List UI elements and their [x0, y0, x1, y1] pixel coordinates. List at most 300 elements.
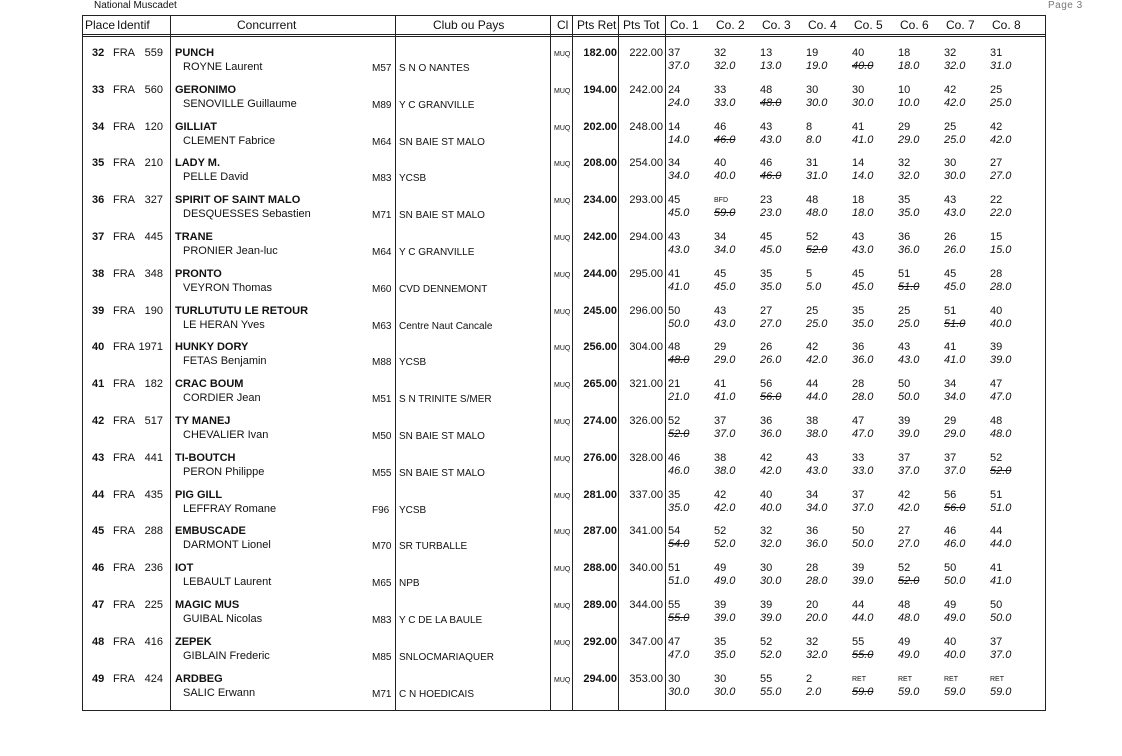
course-place: 31 [990, 47, 1003, 59]
course-place: 32 [898, 157, 911, 170]
course-place: 14 [668, 120, 681, 133]
course-place: 29 [898, 120, 911, 133]
course-score [898, 305, 942, 331]
category-code: M64 [372, 136, 392, 148]
club-name: CVD DENNEMONT [399, 283, 488, 295]
course-score [990, 84, 1034, 110]
course-place: 33 [852, 451, 865, 464]
course-score [852, 562, 896, 588]
club-name: Centre Naut Cancale [399, 320, 493, 332]
course-points-discarded: 40.0 [852, 60, 874, 72]
course-place: 35 [898, 194, 911, 207]
course-points: 48.0 [898, 612, 920, 624]
course-score [714, 121, 758, 147]
course-place: 46 [944, 525, 957, 538]
skipper-name: SALIC Erwann [183, 686, 256, 699]
course-points: 20.0 [806, 612, 828, 624]
course-points: 33.0 [714, 96, 736, 109]
course-points: 14.0 [852, 170, 874, 183]
course-score [714, 378, 758, 404]
course-place: 52 [668, 415, 681, 427]
course-score [852, 525, 896, 551]
course-place: 35 [760, 267, 773, 280]
course-points: 5.0 [806, 280, 822, 293]
course-place: 30 [668, 672, 681, 685]
course-place: 32 [944, 47, 957, 59]
course-score [898, 121, 942, 147]
course-points: 26.0 [944, 244, 966, 256]
course-place: RET [990, 675, 1004, 683]
place-value: 43 [92, 451, 105, 464]
course-score [668, 525, 712, 551]
place-value: 32 [92, 47, 105, 59]
course-score [806, 636, 850, 662]
boat-name: TRANE [175, 231, 213, 243]
course-score [898, 415, 942, 441]
course-place: 5 [806, 267, 813, 280]
course-score [714, 268, 758, 294]
course-place: 38 [806, 415, 819, 427]
course-score [760, 636, 804, 662]
table-row [83, 82, 1047, 119]
course-place: 52 [806, 231, 819, 243]
category-code: M71 [372, 210, 392, 222]
course-place: 35 [714, 635, 727, 648]
points-total: 321.00 [629, 378, 663, 391]
skipper-name: FETAS Benjamin [183, 355, 267, 368]
table-row [83, 597, 1047, 634]
course-points: 38.0 [714, 464, 736, 477]
course-place: 38 [714, 451, 727, 464]
course-points-discarded: 46.0 [760, 170, 782, 183]
course-place: 44 [990, 525, 1003, 538]
points-retained: 256.00 [583, 341, 617, 354]
table-row [83, 192, 1047, 229]
course-place: 51 [944, 304, 957, 317]
boat-name: EMBUSCADE [175, 525, 246, 538]
points-total: 341.00 [629, 525, 663, 538]
course-points: 25.0 [990, 96, 1012, 109]
course-score [990, 268, 1034, 294]
class-code: MUQ [554, 87, 571, 95]
course-points: 42.0 [944, 96, 966, 109]
course-place: 46 [760, 157, 773, 170]
course-place: 39 [714, 599, 727, 611]
course-points: 2.0 [806, 685, 822, 698]
course-score [806, 47, 850, 73]
nation-code: FRA [113, 488, 135, 501]
course-score [990, 378, 1034, 404]
course-place: BFD [714, 197, 728, 205]
course-score [990, 673, 1034, 699]
course-place: 30 [760, 562, 773, 575]
course-place: 37 [852, 488, 865, 501]
page-number: Page 3 [1048, 0, 1083, 11]
results-table [82, 15, 1046, 711]
course-points: 22.0 [990, 207, 1012, 220]
course-score [944, 415, 988, 441]
category-code: M65 [372, 578, 392, 590]
course-place: 45 [760, 231, 773, 243]
course-score [898, 231, 942, 257]
course-place: 25 [898, 304, 911, 317]
course-score [668, 157, 712, 183]
course-points: 48.0 [806, 207, 828, 220]
course-score [898, 378, 942, 404]
course-score [760, 194, 804, 220]
course-place: 37 [944, 451, 957, 464]
course-points: 40.0 [714, 170, 736, 183]
course-place: 41 [668, 267, 681, 280]
course-place: 43 [714, 304, 727, 317]
nation-code: FRA [113, 672, 135, 685]
col-course-3: Co. 3 [762, 18, 791, 32]
course-points: 42.0 [898, 501, 920, 514]
course-points: 40.0 [760, 501, 782, 514]
course-score [852, 636, 896, 662]
course-place: 40 [944, 635, 957, 648]
skipper-name: CLEMENT Fabrice [183, 134, 276, 147]
points-total: 337.00 [629, 488, 663, 501]
place-value: 39 [92, 304, 105, 317]
points-total: 295.00 [629, 267, 663, 280]
category-code: M89 [372, 99, 392, 111]
course-score [760, 121, 804, 147]
course-place: 52 [714, 525, 727, 538]
course-place: 32 [760, 525, 773, 538]
course-place: 51 [898, 267, 911, 280]
course-score [852, 341, 896, 367]
course-place: 55 [852, 635, 865, 648]
skipper-name: PERON Philippe [183, 465, 265, 478]
nation-code: FRA [113, 120, 135, 133]
course-place: 50 [898, 378, 911, 391]
course-place: 41 [990, 562, 1003, 575]
points-total: 326.00 [629, 415, 663, 427]
course-points: 32.0 [944, 60, 966, 72]
course-score [898, 636, 942, 662]
course-place: 36 [898, 231, 911, 243]
course-score [714, 525, 758, 551]
club-name: S N TRINITE S/MER [399, 394, 492, 406]
course-points: 47.0 [668, 648, 690, 661]
course-place: 45 [668, 194, 681, 207]
course-score [898, 47, 942, 73]
course-points: 34.0 [806, 501, 828, 514]
col-identif: Identif [117, 18, 150, 32]
course-score [852, 84, 896, 110]
course-score [714, 47, 758, 73]
class-code: MUQ [554, 198, 571, 206]
course-place: 37 [668, 47, 681, 59]
course-place: 41 [852, 120, 865, 133]
course-points: 27.0 [898, 538, 920, 551]
skipper-name: PELLE David [183, 171, 249, 184]
skipper-name: PRONIER Jean-luc [183, 245, 278, 257]
course-score [760, 268, 804, 294]
course-points: 14.0 [668, 133, 690, 146]
course-points: 32.0 [760, 538, 782, 551]
boat-name: PIG GILL [175, 488, 223, 501]
course-points: 34.0 [714, 244, 736, 256]
course-points: 28.0 [990, 280, 1012, 293]
table-row [83, 671, 1047, 708]
course-place: 34 [944, 378, 957, 391]
col-club: Club ou Pays [433, 18, 505, 32]
category-code: M83 [372, 173, 392, 185]
course-score [806, 673, 850, 699]
course-score [898, 268, 942, 294]
course-score [760, 157, 804, 183]
course-points: 46.0 [944, 538, 966, 551]
course-score [760, 599, 804, 625]
course-place: 28 [990, 267, 1003, 280]
course-place: 43 [898, 341, 911, 354]
course-score [714, 157, 758, 183]
course-place: 24 [668, 83, 681, 96]
points-total: 294.00 [629, 231, 663, 243]
nation-code: FRA [113, 562, 135, 575]
course-points: 21.0 [668, 391, 690, 404]
course-score [898, 452, 942, 478]
course-score [714, 599, 758, 625]
course-place: 42 [898, 488, 911, 501]
course-place: 42 [714, 488, 727, 501]
sail-number: 327 [144, 194, 163, 207]
table-row [83, 560, 1047, 597]
course-score [714, 305, 758, 331]
course-score [668, 194, 712, 220]
course-place: 35 [852, 304, 865, 317]
course-score [668, 231, 712, 257]
course-points: 35.0 [668, 501, 690, 514]
course-points: 32.0 [806, 648, 828, 661]
course-points: 47.0 [990, 391, 1012, 404]
course-points: 41.0 [990, 575, 1012, 588]
course-place: 29 [714, 341, 727, 354]
course-score [806, 525, 850, 551]
course-points: 43.0 [668, 244, 690, 256]
skipper-name: GUIBAL Nicolas [183, 613, 263, 625]
points-retained: 274.00 [583, 415, 617, 427]
course-place: 36 [806, 525, 819, 538]
course-score [806, 84, 850, 110]
category-code: M70 [372, 541, 392, 553]
course-points: 37.0 [668, 60, 690, 72]
course-score [898, 525, 942, 551]
course-score [852, 452, 896, 478]
course-points: 43.0 [760, 133, 782, 146]
course-score [898, 157, 942, 183]
points-retained: 208.00 [583, 157, 617, 170]
course-place: 28 [806, 562, 819, 575]
col-cl: Cl [557, 18, 569, 32]
course-score [668, 341, 712, 367]
course-points: 59.0 [990, 685, 1012, 698]
course-place: 48 [806, 194, 819, 207]
course-points: 35.0 [714, 648, 736, 661]
points-total: 293.00 [629, 194, 663, 207]
course-place: 43 [806, 451, 819, 464]
course-points: 15.0 [990, 244, 1012, 256]
boat-name: GERONIMO [175, 83, 237, 96]
course-points: 27.0 [990, 170, 1012, 183]
course-score [990, 415, 1034, 441]
course-place: 48 [990, 415, 1003, 427]
nation-code: FRA [113, 525, 135, 538]
course-score [944, 268, 988, 294]
class-code: MUQ [554, 51, 571, 58]
course-score [944, 84, 988, 110]
points-total: 248.00 [629, 120, 663, 133]
place-value: 44 [92, 488, 105, 501]
nation-code: FRA [113, 194, 135, 207]
header-divider [83, 34, 1045, 35]
course-points: 37.0 [990, 648, 1012, 661]
course-points: 42.0 [760, 464, 782, 477]
course-points: 44.0 [990, 538, 1012, 551]
points-retained: 289.00 [583, 599, 617, 611]
course-points: 37.0 [714, 428, 736, 440]
course-place: 31 [806, 157, 819, 170]
course-score [806, 341, 850, 367]
course-place: 10 [898, 83, 911, 96]
course-points: 32.0 [898, 170, 920, 183]
category-code: M71 [372, 688, 392, 700]
course-score [990, 305, 1034, 331]
course-place: 29 [944, 415, 957, 427]
place-value: 37 [92, 231, 105, 243]
course-score [852, 599, 896, 625]
place-value: 41 [92, 378, 105, 391]
course-place: 56 [760, 378, 773, 391]
col-course-4: Co. 4 [808, 18, 837, 32]
course-score [806, 268, 850, 294]
course-score [852, 378, 896, 404]
course-place: 37 [898, 451, 911, 464]
course-place: 56 [944, 488, 957, 501]
col-course-8: Co. 8 [992, 18, 1021, 32]
course-points: 23.0 [760, 207, 782, 220]
course-place: 35 [668, 488, 681, 501]
boat-name: TI-BOUTCH [175, 451, 236, 464]
course-points: 45.0 [944, 280, 966, 293]
course-score [668, 47, 712, 73]
course-points: 34.0 [668, 170, 690, 183]
course-points: 29.0 [898, 133, 920, 146]
course-place: 47 [990, 378, 1003, 391]
course-score [714, 489, 758, 515]
course-place: 36 [760, 415, 773, 427]
course-place: 18 [898, 47, 911, 59]
course-place: 40 [852, 47, 865, 59]
course-score [852, 305, 896, 331]
course-points: 37.0 [898, 464, 920, 477]
course-points-discarded: 48.0 [760, 96, 782, 109]
course-points: 43.0 [944, 207, 966, 220]
course-place: 54 [668, 525, 681, 538]
course-score [714, 84, 758, 110]
course-points-discarded: 46.0 [714, 133, 736, 146]
course-score [898, 562, 942, 588]
course-score [760, 305, 804, 331]
course-place: 50 [990, 599, 1003, 611]
course-score [806, 305, 850, 331]
course-place: 23 [760, 194, 773, 207]
category-code: M63 [372, 320, 392, 332]
points-retained: 276.00 [583, 451, 617, 464]
course-score [668, 415, 712, 441]
place-value: 42 [92, 415, 105, 427]
course-points: 33.0 [852, 464, 874, 477]
course-score [714, 341, 758, 367]
course-score [714, 194, 758, 220]
course-place: 41 [714, 378, 727, 391]
course-score [944, 489, 988, 515]
course-place: 32 [806, 635, 819, 648]
course-place: 45 [944, 267, 957, 280]
club-name: SN BAIE ST MALO [399, 431, 485, 442]
course-place: 46 [668, 451, 681, 464]
table-row [83, 450, 1047, 487]
points-retained: 294.00 [583, 672, 617, 685]
course-place: 26 [944, 231, 957, 243]
course-score [944, 157, 988, 183]
course-score [944, 194, 988, 220]
course-place: 41 [944, 341, 957, 354]
table-row [83, 229, 1047, 266]
course-points-discarded: 52.0 [898, 575, 920, 588]
course-score [760, 562, 804, 588]
course-points: 43.0 [898, 354, 920, 367]
points-retained: 202.00 [583, 120, 617, 133]
course-points: 52.0 [714, 538, 736, 551]
course-place: 51 [990, 488, 1003, 501]
sail-number: 560 [144, 83, 163, 96]
category-code: M85 [372, 651, 392, 663]
course-points: 43.0 [714, 317, 736, 330]
course-points-discarded: 48.0 [668, 354, 690, 367]
sail-number: 225 [144, 599, 163, 611]
course-points: 36.0 [898, 244, 920, 256]
class-code: MUQ [554, 492, 571, 500]
course-points: 51.0 [668, 575, 690, 588]
course-place: 14 [852, 157, 865, 170]
table-row [83, 523, 1047, 560]
club-name: NPB [399, 578, 420, 590]
course-points: 28.0 [806, 575, 828, 588]
place-value: 38 [92, 267, 105, 280]
course-score [990, 599, 1034, 625]
col-course-7: Co. 7 [946, 18, 975, 32]
course-points-discarded: 51.0 [944, 317, 966, 330]
course-points: 19.0 [806, 60, 828, 72]
course-points-discarded: 55.0 [668, 612, 690, 624]
boat-name: TURLUTUTU LE RETOUR [175, 304, 309, 317]
course-score [944, 599, 988, 625]
course-points: 35.0 [898, 207, 920, 220]
club-name: SNLOCMARIAQUER [399, 651, 495, 663]
course-score [760, 525, 804, 551]
course-points: 10.0 [898, 96, 920, 109]
course-place: 50 [944, 562, 957, 575]
course-score [806, 121, 850, 147]
course-points: 45.0 [714, 280, 736, 293]
points-total: 304.00 [629, 341, 663, 354]
boat-name: TY MANEJ [175, 415, 231, 427]
course-score [852, 121, 896, 147]
course-points-discarded: 52.0 [668, 428, 690, 440]
